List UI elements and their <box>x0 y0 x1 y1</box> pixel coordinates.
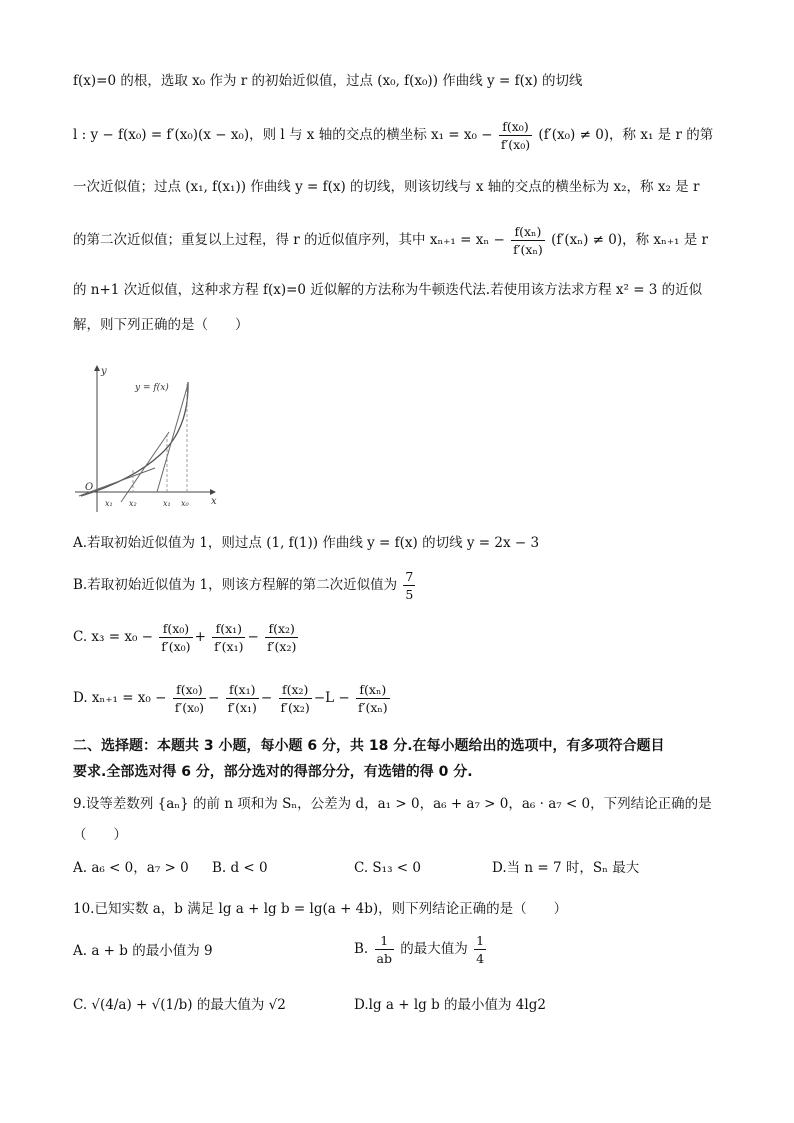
fraction-numerator: 1 <box>375 932 394 950</box>
fraction-denominator: f′(x₂) <box>267 639 297 654</box>
fraction-numerator: f(x₂) <box>279 681 312 699</box>
fraction-denominator: f′(x₁) <box>227 700 257 715</box>
fraction <box>226 681 259 716</box>
fraction-denominator: f′(x₂) <box>280 700 310 715</box>
intro-line-4-start: 的第二次近似值；重复以上过程，得 r 的近似值序列，其中 xₙ₊₁ = xₙ − <box>73 232 505 248</box>
fraction-denominator: 4 <box>476 951 485 966</box>
q10-option-a: A. a + b 的最小值为 9 <box>73 943 213 959</box>
intro-line-1: f(x)=0 的根，选取 x₀ 作为 r 的初始近似值，过点 (x₀, f(x₀)) 作曲线 y = f(x) 的切线 <box>73 73 583 89</box>
intro-line-3: 一次近似值；过点 (x₁, f(x₁)) 作曲线 y = f(x) 的切线，则该切线与 x 轴的交点的横坐标为 x₂，称 x₂ 是 r <box>73 179 700 195</box>
q9-option-d: D.当 n = 7 时，Sₙ 最大 <box>492 860 640 876</box>
q9-option-b: B. d < 0 <box>212 860 268 876</box>
fraction <box>279 681 312 716</box>
newton-method-figure <box>73 362 221 514</box>
fraction-numerator: f(x₀) <box>173 681 206 699</box>
tick-label: x₁ <box>105 499 113 508</box>
fraction-denominator: f′(xₙ) <box>358 700 388 715</box>
origin-label: O <box>85 482 94 493</box>
fraction-denominator: ab <box>376 951 392 966</box>
operator: −L − <box>313 690 350 706</box>
tick-label: x₂ <box>129 499 137 508</box>
intro-line-2-start: l : y − f(x₀) = f′(x₀)(x − x₀)，则 l 与 x 轴的交点的横坐标 x₁ = x₀ − <box>73 127 493 143</box>
fraction <box>474 932 486 967</box>
tangent-fraction <box>499 118 532 153</box>
fraction-denominator: f′(x₀) <box>500 137 531 152</box>
q10-option-b-mid: 的最大值为 <box>400 941 468 957</box>
fraction <box>356 681 390 716</box>
intro-line-6: 解，则下列正确的是（ ） <box>73 317 249 333</box>
q8-option-c-prefix: C. x₃ = x₀ − <box>73 629 153 645</box>
q8-option-b-text: B.若取初始近似值为 1，则该方程解的第二次近似值为 <box>73 577 398 593</box>
fraction-numerator: f(x₀) <box>159 620 192 638</box>
intro-line-2-end: (f′(x₀) ≠ 0)，称 x₁ 是 r 的第 <box>538 127 714 143</box>
q8-option-d <box>73 681 392 716</box>
fraction-numerator: 1 <box>476 933 485 948</box>
q9-paren: （ ） <box>73 827 127 843</box>
q8-option-c <box>73 620 300 655</box>
intro-line-4 <box>73 223 708 258</box>
tick-label: x₁ <box>163 499 171 508</box>
tangent-line-1 <box>157 384 188 492</box>
fraction-denominator: 5 <box>405 587 414 602</box>
y-axis-label: y <box>101 366 107 377</box>
operator: − <box>208 690 220 706</box>
fraction-numerator: f(xₙ) <box>511 223 545 241</box>
fraction <box>159 620 192 655</box>
x-axis-label: x <box>211 496 217 507</box>
q9-stem: 9.设等差数列 {aₙ} 的前 n 项和为 Sₙ，公差为 d，a₁ > 0，a₆ + a₇ > 0，a₆ · a₇ < 0，下列结论正确的是 <box>73 796 712 812</box>
intro-line-5: 的 n+1 次近似值，这种求方程 f(x)=0 近似解的方法称为牛顿迭代法.若使用该方法求方程 x² = 3 的近似 <box>73 282 703 298</box>
q10-option-b-prefix: B. <box>354 941 369 957</box>
fraction <box>375 932 394 967</box>
q10-option-d: D.lg a + lg b 的最小值为 4lg2 <box>354 997 546 1013</box>
q8-option-b-fraction <box>403 568 415 603</box>
fraction <box>173 681 206 716</box>
fraction-numerator: f(x₁) <box>226 681 259 699</box>
section-2-heading-cont: 要求.全部选对得 6 分，部分选对的得部分分，有选错的得 0 分. <box>73 764 473 780</box>
fraction-numerator: f(x₀) <box>499 118 532 136</box>
tick-label: x₀ <box>181 499 189 508</box>
fraction <box>212 620 245 655</box>
q8-option-a: A.若取初始近似值为 1，则过点 (1, f(1)) 作曲线 y = f(x) 的切线 y = 2x − 3 <box>73 535 540 551</box>
fraction-denominator: f′(x₀) <box>174 700 205 715</box>
q9-option-c: C. S₁₃ < 0 <box>354 860 421 876</box>
fraction-denominator: f′(x₁) <box>214 639 244 654</box>
q8-option-d-prefix: D. xₙ₊₁ = x₀ − <box>73 690 167 706</box>
q9-option-a: A. a₆ < 0，a₇ > 0 <box>73 860 189 876</box>
fraction-numerator: f(x₂) <box>265 620 298 638</box>
curve-label: y = f(x) <box>135 383 169 393</box>
fraction-denominator: f′(x₀) <box>161 639 191 654</box>
fraction-denominator: f′(xₙ) <box>513 242 543 257</box>
intro-line-2 <box>73 118 713 153</box>
operator: + <box>194 629 206 645</box>
q10-option-c: C. √(4/a) + √(1/b) 的最大值为 √2 <box>73 997 286 1013</box>
section-2-heading: 二、选择题：本题共 3 小题，每小题 6 分，共 18 分.在每小题给出的选项中，有多项符合题目 <box>73 738 665 754</box>
q10-option-b <box>354 932 488 967</box>
q10-stem: 10.已知实数 a，b 满足 lg a + lg b = lg(a + 4b)，则下列结论正确的是（ ） <box>73 901 568 917</box>
operator: − <box>260 690 273 706</box>
iteration-fraction <box>511 223 545 258</box>
q8-option-b <box>73 568 417 603</box>
fraction <box>265 620 298 655</box>
intro-line-4-end: (f′(xₙ) ≠ 0)，称 xₙ₊₁ 是 r <box>551 232 708 248</box>
fraction-numerator: f(xₙ) <box>356 681 390 699</box>
fraction-numerator: 7 <box>405 569 414 584</box>
fraction-numerator: f(x₁) <box>212 620 245 638</box>
operator: − <box>247 629 259 645</box>
